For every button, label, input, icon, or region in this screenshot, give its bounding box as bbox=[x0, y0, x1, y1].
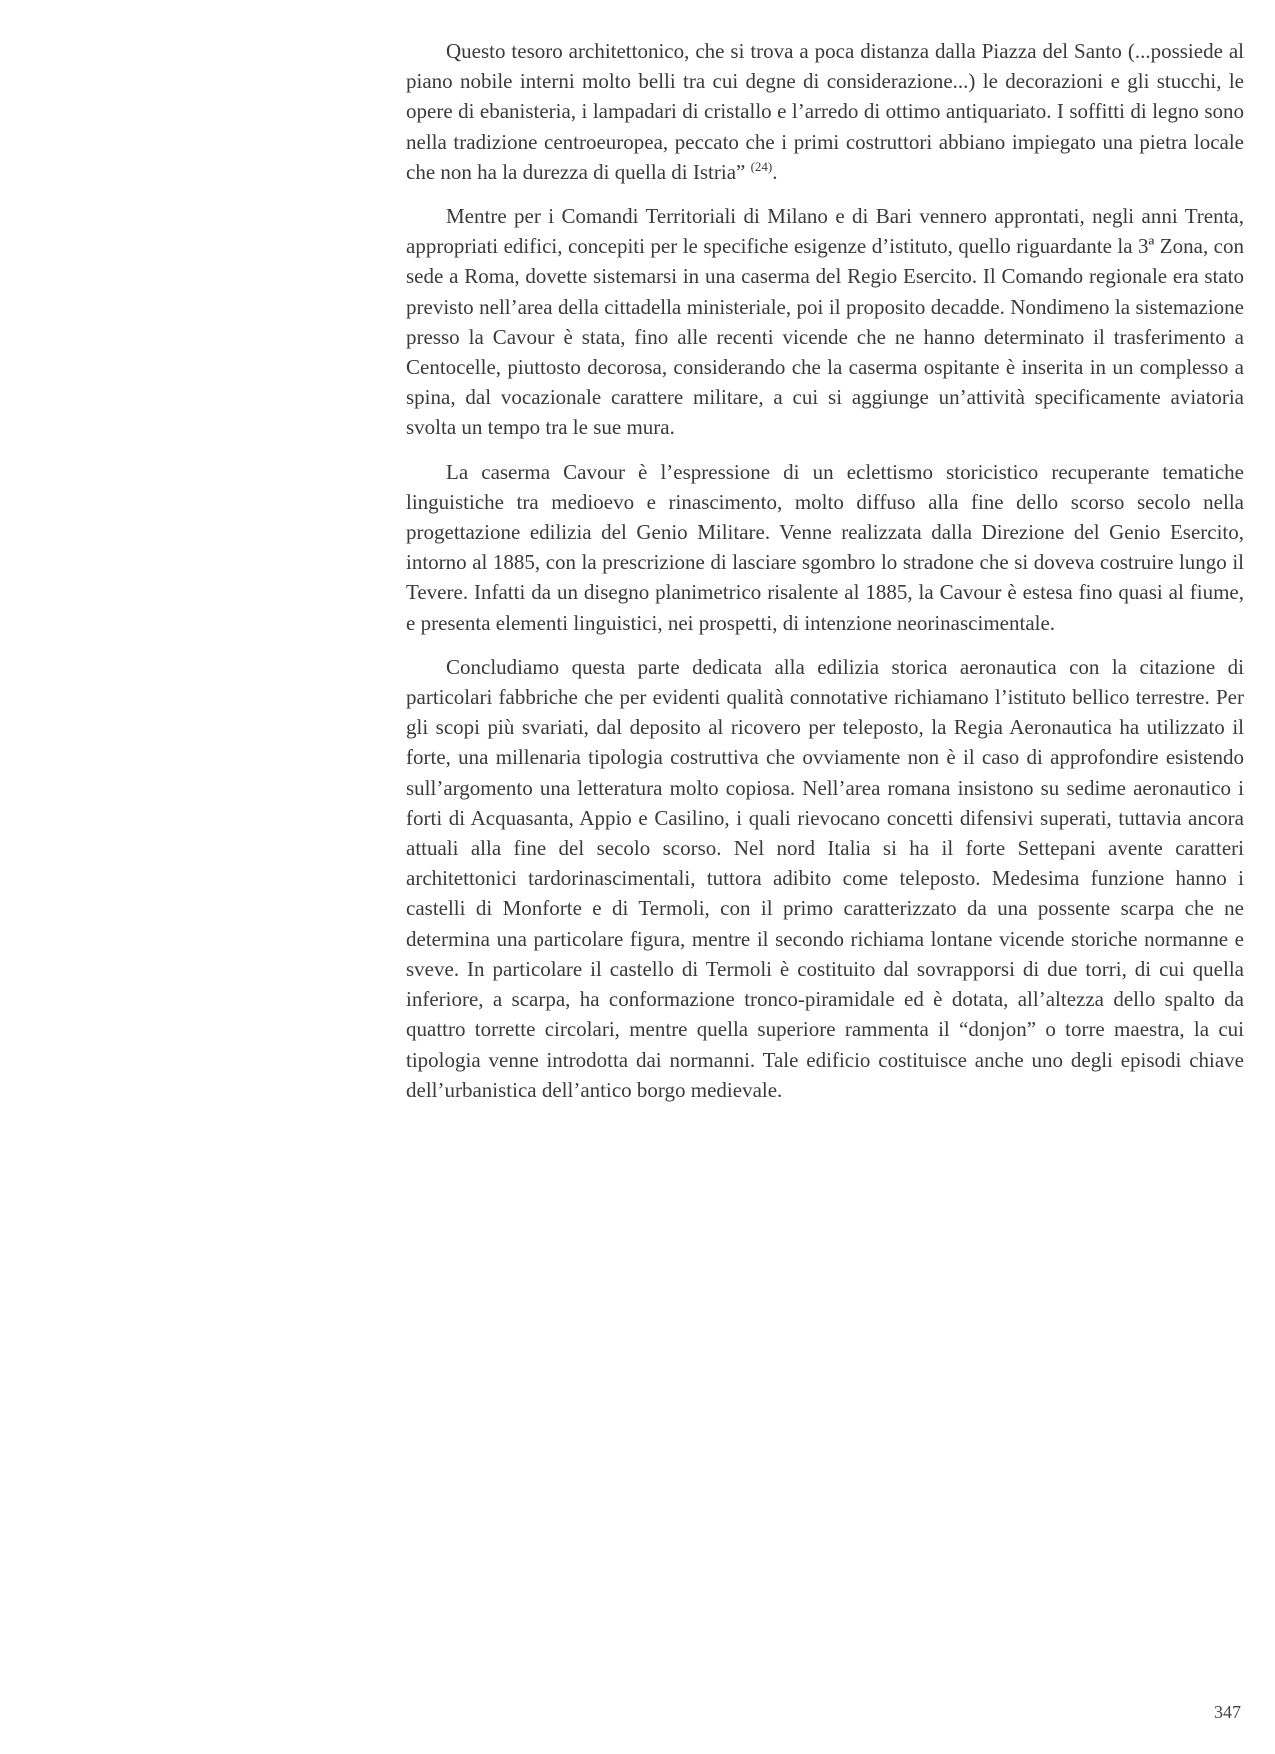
paragraph-1-tail: . bbox=[772, 159, 778, 184]
paragraph-1 bbox=[406, 36, 1244, 187]
paragraph-2: Mentre per i Comandi Territoriali di Milano e di Bari vennero approntati, negli anni Trenta, appropriati edifici, concepiti per le specifiche esigenze d’istituto, quello riguardante la 3ª Zona, con sede a Roma, dovette sistemarsi in una caserma del Regio Esercito. Il Comando regionale era stato previsto nell’area della cittadella ministeriale, poi il proposito decadde. Nondimeno la sistemazione presso la Cavour è stata, fino alle recenti vicende che ne hanno determinato il trasferimento a Centocelle, piuttosto decorosa, considerando che la caserma ospitante è inserita in un complesso a spina, dal vocazionale carattere militare, a cui si aggiunge un’attività specificamente aviatoria svolta un tempo tra le sue mura. bbox=[406, 204, 1244, 440]
footnote-reference: (24) bbox=[750, 158, 773, 174]
page-number: 347 bbox=[1214, 1702, 1241, 1722]
paragraph-1-text: Questo tesoro architettonico, che si trova a poca distanza dalla Piazza del Santo (...possiede al piano nobile interni molto belli tra cui degne di considerazione...) le decorazioni e gli stucchi, le opere di ebanisteria, i lampadari di cristallo e l’arredo di ottimo antiquariato. I soffitti di legno sono nella tradizione centroeuropea, peccato che i primi costruttori abbiano impiegato una pietra locale che non ha la durezza di quella di Istria” bbox=[406, 39, 1244, 184]
paragraph-4: Concludiamo questa parte dedicata alla edilizia storica aeronautica con la citazione di particolari fabbriche che per evidenti qualità connotative richiamano l’istituto bellico terrestre. Per gli scopi più svariati, dal deposito al ricovero per teleposto, la Regia Aeronautica ha utilizzato il forte, una millenaria tipologia costruttiva che ovviamente non è il caso di approfondire esistendo sull’argomento una letteratura molto copiosa. Nell’area romana insistono su sedime aeronautico i forti di Acquasanta, Appio e Casilino, i quali rievocano concetti difensivi superati, tuttavia ancora attuali alla fine del secolo scorso. Nel nord Italia si ha il forte Settepani avente caratteri architettonici tardorinascimentali, tuttora adibito come teleposto. Medesima funzione hanno i castelli di Monforte e di Termoli, con il primo caratterizzato da una possente scarpa che ne determina una particolare figura, mentre il secondo richiama lontane vicende storiche normanne e sveve. In particolare il castello di Termoli è costituito dal sovrapporsi di due torri, di cui quella inferiore, a scarpa, ha conformazione tronco-piramidale ed è dotata, all’altezza dello spalto da quattro torrette circolari, mentre quella superiore rammenta il “donjon” o torre maestra, la cui tipologia venne introdotta dai normanni. Tale edificio costituisce anche uno degli episodi chiave dell’urbanistica dell’antico borgo medievale. bbox=[406, 654, 1244, 1102]
paragraph-3: La caserma Cavour è l’espressione di un eclettismo storicistico recuperante tematiche linguistiche tra medioevo e rinascimento, molto diffuso alla fine dello scorso secolo nella progettazione edilizia del Genio Militare. Venne realizzata dalla Direzione del Genio Esercito, intorno al 1885, con la prescrizione di lasciare sgombro lo stradone che si doveva costruire lungo il Tevere. Infatti da un disegno planimetrico risalente al 1885, la Cavour è estesa fino quasi al fiume, e presenta elementi linguistici, nei prospetti, di intenzione neorinascimentale. bbox=[406, 459, 1244, 635]
body-text bbox=[406, 36, 1244, 1119]
